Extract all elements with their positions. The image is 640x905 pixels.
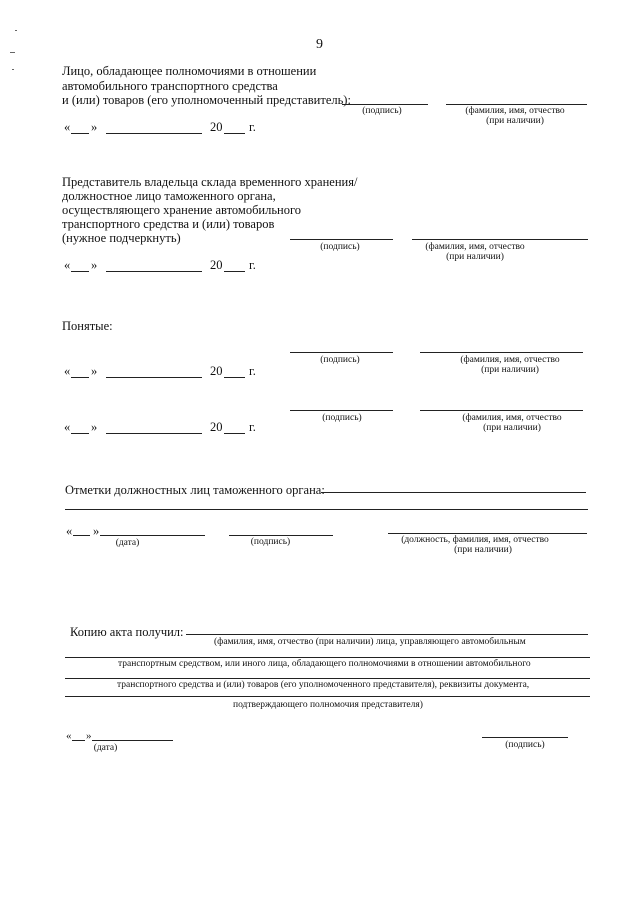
- warehouse-label-line-3: осуществляющего хранение автомобильного: [62, 203, 302, 217]
- witness-2-fio-caption: (фамилия, имя, отчество: [462, 413, 562, 423]
- owner-fio-caption-2: (при наличии): [486, 116, 544, 126]
- date-year-field[interactable]: [224, 133, 245, 134]
- customs-signature-caption: (подпись): [250, 537, 291, 547]
- copy-recipient-line-1[interactable]: [186, 634, 588, 635]
- date-month-field[interactable]: [106, 433, 202, 434]
- copy-date-day-field[interactable]: [72, 740, 85, 741]
- date-year-prefix: 20: [210, 364, 223, 378]
- copy-caption-line-1: (фамилия, имя, отчество (при наличии) лица, управляющего автомобильным: [214, 637, 526, 647]
- copy-caption-line-2: транспортным средством, или иного лица, обладающего полномочиями в отношении автомобильного: [118, 659, 531, 669]
- copy-date-caption: (дата): [93, 743, 118, 753]
- owner-fio-caption: (фамилия, имя, отчество: [465, 106, 565, 116]
- date-day-field[interactable]: [71, 133, 89, 134]
- warehouse-signature-line[interactable]: [290, 239, 393, 240]
- date-year-prefix: 20: [210, 120, 223, 134]
- owner-fio-line[interactable]: [446, 104, 587, 105]
- date-year-suffix: г.: [249, 364, 256, 378]
- copy-date-open-quote: «: [66, 730, 72, 742]
- customs-marks-line-2[interactable]: [65, 509, 588, 510]
- copy-recipient-line-2[interactable]: [65, 657, 590, 658]
- customs-date-field[interactable]: [100, 535, 205, 536]
- date-close-quote: »: [91, 258, 98, 272]
- warehouse-fio-caption-2: (при наличии): [446, 252, 504, 262]
- warehouse-label-line-1: Представитель владельца склада временного хранения/: [62, 175, 358, 189]
- date-year-field[interactable]: [224, 377, 245, 378]
- date-close-quote: »: [91, 364, 98, 378]
- copy-date-close-quote: »: [86, 730, 92, 742]
- page-number: 9: [316, 37, 323, 52]
- witness-1-fio-caption-2: (при наличии): [481, 365, 539, 375]
- date-open-quote: «: [64, 420, 71, 434]
- date-year-suffix: г.: [249, 420, 256, 434]
- date-open-quote: «: [64, 364, 71, 378]
- witnesses-title: Понятые:: [62, 319, 113, 333]
- customs-date-day-field[interactable]: [73, 535, 90, 536]
- witness-1-fio-line[interactable]: [420, 352, 583, 353]
- customs-position-line[interactable]: [388, 533, 587, 534]
- owner-label-line-2: автомобильного транспортного средства: [62, 79, 278, 93]
- customs-marks-line-1[interactable]: [321, 492, 586, 493]
- witness-2-signature-caption: (подпись): [322, 413, 362, 423]
- witness-2-fio-line[interactable]: [420, 410, 583, 411]
- date-year-prefix: 20: [210, 420, 223, 434]
- warehouse-fio-line[interactable]: [412, 239, 588, 240]
- warehouse-label-line-4: транспортного средства и (или) товаров: [62, 217, 275, 231]
- owner-date-row: [64, 120, 274, 136]
- warehouse-label-line-2: должностное лицо таможенного органа,: [62, 189, 276, 203]
- customs-date-open-quote: «: [66, 524, 73, 538]
- warehouse-signature-caption: (подпись): [320, 242, 360, 252]
- owner-signature-caption: (подпись): [362, 106, 402, 116]
- date-open-quote: «: [64, 258, 71, 272]
- witness-1-date-row: [64, 364, 274, 380]
- date-year-suffix: г.: [249, 120, 256, 134]
- date-year-field[interactable]: [224, 271, 245, 272]
- customs-position-caption-2: (при наличии): [454, 545, 512, 555]
- warehouse-date-row: [64, 258, 274, 274]
- date-year-suffix: г.: [249, 258, 256, 272]
- date-month-field[interactable]: [106, 377, 202, 378]
- date-open-quote: «: [64, 120, 71, 134]
- date-year-field[interactable]: [224, 433, 245, 434]
- date-close-quote: »: [91, 120, 98, 134]
- scan-speck: [15, 30, 17, 31]
- date-year-prefix: 20: [210, 258, 223, 272]
- copy-recipient-line-3[interactable]: [65, 678, 590, 679]
- scan-speck: [12, 69, 14, 70]
- copy-received-label: Копию акта получил:: [70, 625, 184, 639]
- witness-1-signature-caption: (подпись): [320, 355, 360, 365]
- copy-caption-line-4: подтверждающего полномочия представителя): [233, 700, 423, 710]
- customs-signature-line[interactable]: [229, 535, 333, 536]
- witness-2-signature-line[interactable]: [290, 410, 393, 411]
- witness-2-fio-caption-2: (при наличии): [483, 423, 541, 433]
- witness-1-fio-caption: (фамилия, имя, отчество: [460, 355, 560, 365]
- witness-2-date-row: [64, 420, 274, 436]
- owner-label-line-1: Лицо, обладающее полномочиями в отношении: [62, 64, 317, 78]
- customs-position-caption: (должность, фамилия, имя, отчество: [401, 535, 549, 545]
- customs-date-caption: (дата): [115, 538, 140, 548]
- witness-1-signature-line[interactable]: [290, 352, 393, 353]
- date-day-field[interactable]: [71, 433, 89, 434]
- date-month-field[interactable]: [106, 133, 202, 134]
- copy-signature-caption: (подпись): [505, 740, 545, 750]
- scan-speck: [10, 52, 15, 53]
- copy-signature-line[interactable]: [482, 737, 568, 738]
- owner-signature-line[interactable]: [342, 104, 428, 105]
- date-day-field[interactable]: [71, 377, 89, 378]
- copy-recipient-line-4[interactable]: [65, 696, 590, 697]
- copy-date-field[interactable]: [92, 740, 173, 741]
- customs-marks-label: Отметки должностных лиц таможенного органа:: [65, 483, 325, 497]
- customs-date-close-quote: »: [93, 524, 100, 538]
- date-day-field[interactable]: [71, 271, 89, 272]
- copy-caption-line-3: транспортного средства и (или) товаров (его уполномоченного представителя), реквизиты документа,: [117, 680, 530, 690]
- warehouse-label-line-5: (нужное подчеркнуть): [62, 231, 181, 245]
- date-close-quote: »: [91, 420, 98, 434]
- warehouse-fio-caption: (фамилия, имя, отчество: [425, 242, 525, 252]
- owner-label-line-3: и (или) товаров (его уполномоченный представитель):: [62, 93, 351, 107]
- date-month-field[interactable]: [106, 271, 202, 272]
